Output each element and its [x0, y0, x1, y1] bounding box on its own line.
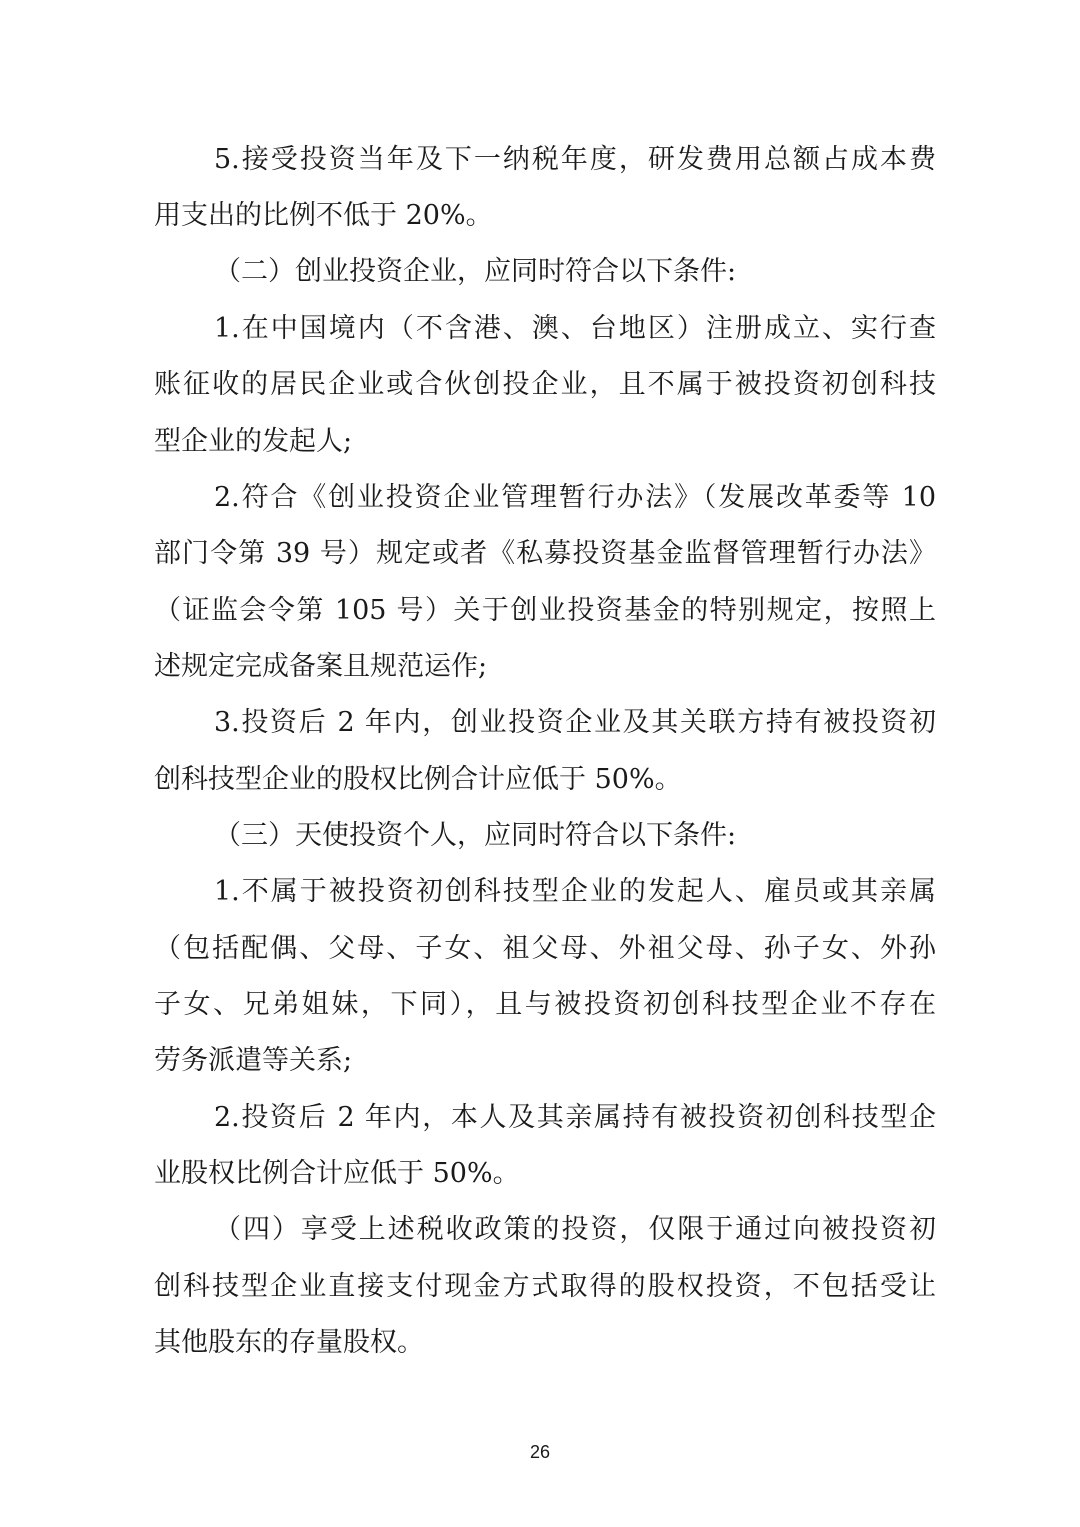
text-line: （证监会令第 105 号）关于创业投资基金的特别规定，按照上 [154, 595, 936, 626]
text-line: 型企业的发起人; [154, 426, 353, 457]
text-line: 1.不属于被投资初创科技型企业的发起人、雇员或其亲属 [214, 876, 936, 907]
text-line: 其他股东的存量股权。 [154, 1327, 424, 1358]
text-line: 业股权比例合计应低于 50%。 [154, 1158, 520, 1189]
text-line: 劳务派遣等关系; [154, 1045, 353, 1076]
text-line: （四）享受上述税收政策的投资，仅限于通过向被投资初 [214, 1214, 936, 1245]
text-line: 子女、兄弟姐妹，下同），且与被投资初创科技型企业不存在 [154, 989, 936, 1020]
text-line: （三）天使投资个人，应同时符合以下条件: [214, 820, 737, 851]
text-line: 5.接受投资当年及下一纳税年度，研发费用总额占成本费 [214, 144, 936, 175]
text-line: （二）创业投资企业，应同时符合以下条件: [214, 256, 737, 287]
text-line: 2.符合《创业投资企业管理暂行办法》（发展改革委等 10 [214, 482, 936, 513]
text-line: 2.投资后 2 年内，本人及其亲属持有被投资初创科技型企 [214, 1102, 936, 1133]
text-line: 部门令第 39 号）规定或者《私募投资基金监督管理暂行办法》 [154, 538, 936, 569]
text-line: 用支出的比例不低于 20%。 [154, 200, 493, 231]
text-line: 账征收的居民企业或合伙创投企业，且不属于被投资初创科技 [154, 369, 936, 400]
page-number: 26 [529, 1442, 551, 1462]
text-line: 1.在中国境内（不含港、澳、台地区）注册成立、实行查 [214, 313, 936, 344]
text-line: 创科技型企业直接支付现金方式取得的股权投资，不包括受让 [154, 1271, 936, 1302]
text-line: 创科技型企业的股权比例合计应低于 50%。 [154, 764, 682, 795]
text-line: 述规定完成备案且规范运作; [154, 651, 488, 682]
text-line: 3.投资后 2 年内，创业投资企业及其关联方持有被投资初 [214, 707, 936, 738]
text-line: （包括配偶、父母、子女、祖父母、外祖父母、孙子女、外孙 [154, 933, 936, 964]
